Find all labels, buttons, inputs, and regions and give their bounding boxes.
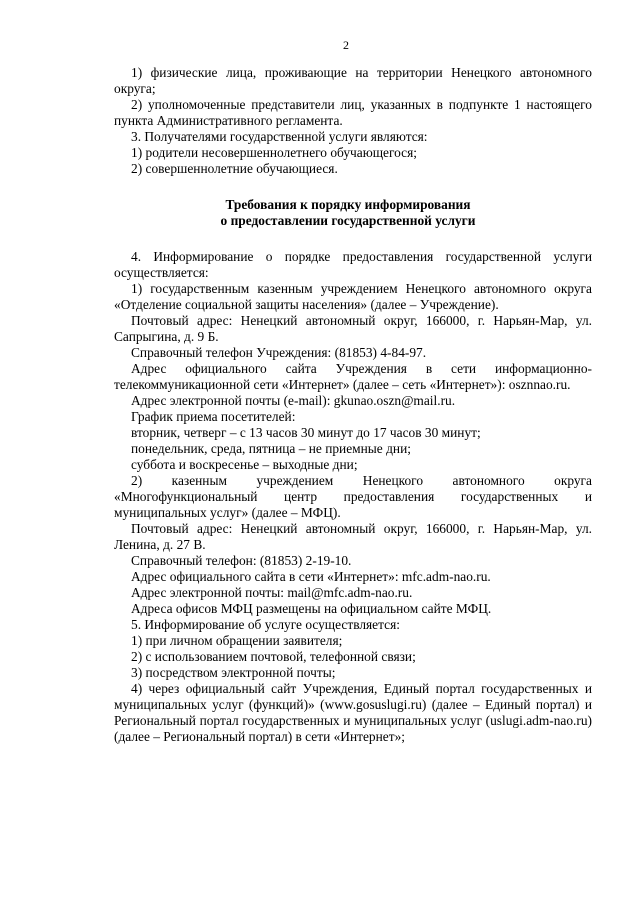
paragraph-schedule-weekend: суббота и воскресенье – выходные дни; (131, 457, 358, 472)
paragraph-method-post-phone: 2) с использованием почтовой, телефонной связи; (131, 649, 416, 664)
paragraph-mfc-phone: Справочный телефон: (81853) 2-19-10. (131, 553, 352, 568)
paragraph-mfc-email: Адрес электронной почты: mail@mfc.adm-nao.ru. (131, 585, 413, 600)
paragraph-institution-email: Адрес электронной почты (e-mail): gkunao.oszn@mail.ru. (131, 393, 456, 408)
section-heading (114, 197, 592, 229)
document-page (114, 38, 592, 745)
paragraph-institution-website: Адрес официального сайта Учреждения в сети информационно-телекоммуникационной сети «Интернет» (далее – сеть «Интернет»): osznnao.ru. (114, 361, 592, 392)
paragraph-recipients-parents: 1) родители несовершеннолетнего обучающегося; (131, 145, 417, 160)
paragraph-schedule-tue-thu: вторник, четверг – с 13 часов 30 минут до 17 часов 30 минут; (131, 425, 481, 440)
paragraph-mfc-offices: Адреса офисов МФЦ размещены на официальном сайте МФЦ. (131, 601, 492, 616)
paragraph-informing-methods-intro: 5. Информирование об услуге осуществляется: (131, 617, 400, 632)
paragraph-mfc: 2) казенным учреждением Ненецкого автономного округа «Многофункциональный центр предоставления государственных и муниципальных услуг» (далее – МФЦ). (114, 473, 592, 520)
paragraph-institution-phone: Справочный телефон Учреждения: (81853) 4-84-97. (131, 345, 427, 360)
paragraph-applicants-representatives: 2) уполномоченные представители лиц, указанных в подпункте 1 настоящего пункта Административного регламента. (114, 97, 592, 128)
page-number: 2 (343, 38, 349, 52)
paragraph-method-personal: 1) при личном обращении заявителя; (131, 633, 343, 648)
paragraph-schedule-mon-wed-fri: понедельник, среда, пятница – не приемные дни; (131, 441, 411, 456)
paragraph-method-email: 3) посредством электронной почты; (131, 665, 336, 680)
paragraph-institution: 1) государственным казенным учреждением Ненецкого автономного округа «Отделение социальной защиты населения» (далее – Учреждение). (114, 281, 592, 312)
paragraph-mfc-address: Почтовый адрес: Ненецкий автономный округ, 166000, г. Нарьян-Мар, ул. Ленина, д. 27 В. (114, 521, 592, 552)
paragraph-recipients-adult-students: 2) совершеннолетние обучающиеся. (131, 161, 338, 176)
paragraph-method-portals: 4) через официальный сайт Учреждения, Единый портал государственных и муниципальных услуг (функций)» (www.gosuslugi.ru) (далее – Единый портал) и Региональный портал государственных и муниципальных услуг (uslugi.adm-nao.ru) (далее – Региональный портал) в сети «Интернет»; (114, 681, 592, 744)
section-heading-line-2: о предоставлении государственной услуги (220, 213, 476, 228)
paragraph-applicants-individuals: 1) физические лица, проживающие на территории Ненецкого автономного округа; (114, 65, 592, 96)
paragraph-recipients-intro: 3. Получателями государственной услуги являются: (131, 129, 428, 144)
paragraph-institution-address: Почтовый адрес: Ненецкий автономный округ, 166000, г. Нарьян-Мар, ул. Сапрыгина, д. 9 Б. (114, 313, 592, 344)
section-heading-line-1: Требования к порядку информирования (225, 197, 471, 212)
paragraph-informing-intro: 4. Информирование о порядке предоставления государственной услуги осуществляется: (114, 249, 592, 280)
paragraph-mfc-website: Адрес официального сайта в сети «Интернет»: mfc.adm-nao.ru. (131, 569, 491, 584)
paragraph-schedule-title: График приема посетителей: (131, 409, 296, 424)
